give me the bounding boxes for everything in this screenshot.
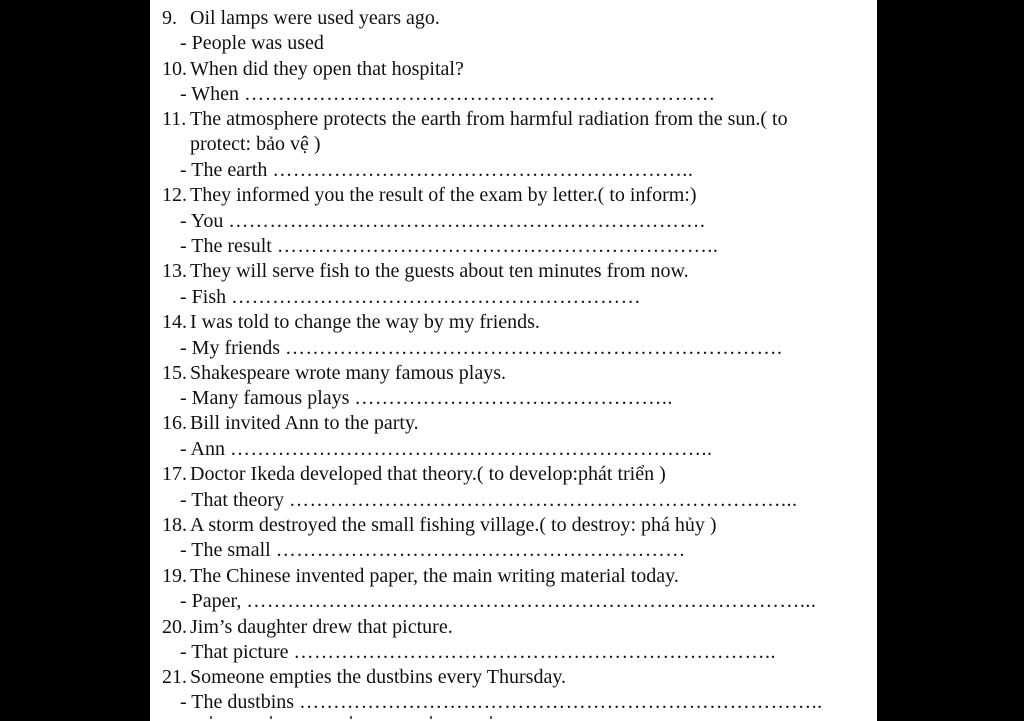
exercise-12-answer-1: - You …………………………………………………………….: [180, 210, 706, 232]
answer-blank[interactable]: ………………………………………..: [354, 387, 673, 409]
exercise-11-question: 11. The atmosphere protects the earth from harmful radiation from the sun.( to: [162, 108, 788, 130]
exercise-13-question: 13. They will serve fish to the guests about ten minutes from now.: [162, 260, 689, 282]
exercise-20-answer: - That picture ……………………………………………………………..: [180, 641, 776, 663]
answer-blank[interactable]: …………………………………………………………….: [228, 210, 706, 232]
exercise-12-question: 12. They informed you the result of the exam by letter.( to inform:): [162, 184, 697, 206]
exercise-21-question: 21. Someone empties the dustbins every Thursday.: [162, 666, 567, 688]
exercise-12-answer-2: - The result ………………………………………………………..: [180, 235, 719, 257]
exercise-20-question: 20. Jim’s daughter drew that picture.: [162, 616, 453, 638]
answer-blank[interactable]: ………………………………………………………………...: [289, 489, 798, 511]
answer-blank[interactable]: ……………………………………………………………: [244, 83, 716, 105]
exercise-17-question: 17. Doctor Ikeda developed that theory.( to develop:phát triển ): [162, 463, 666, 485]
answer-blank[interactable]: ……………………………………………………………….: [284, 337, 783, 359]
exercise-16-question: 16. Bill invited Ann to the party.: [162, 412, 419, 434]
answer-blank[interactable]: …………………………………………………………………..: [299, 691, 823, 713]
exercise-10-question: 10. When did they open that hospital?: [162, 58, 464, 80]
exercise-15-answer: - Many famous plays ………………………………………..: [180, 387, 673, 409]
exercise-17-answer: - That theory ………………………………………………………………...: [180, 489, 798, 511]
exercise-10-answer: - When ……………………………………………………………: [180, 83, 716, 105]
exercise-16-answer: - Ann ……………………………………………………………..: [180, 438, 713, 460]
exercise-21-answer: - The dustbins …………………………………………………………………..: [180, 691, 823, 713]
exercise-11-answer: - The earth ……………………………………………………..: [180, 159, 694, 181]
clipped-next-line: [150, 716, 877, 721]
exercise-19-answer: - Paper, ………………………………………………………………………...: [180, 590, 817, 612]
exercise-18-answer: - The small ……………………………………………………: [180, 539, 686, 561]
clipped-previous-line: [150, 0, 877, 2]
answer-blank[interactable]: ……………………………………………………: [231, 286, 642, 308]
answer-blank[interactable]: ……………………………………………………………..: [230, 438, 713, 460]
exercise-number: 9.: [162, 7, 177, 29]
exercise-9-question: [162, 6, 440, 31]
exercise-19-question: 19. The Chinese invented paper, the main writing material today.: [162, 565, 679, 587]
worksheet-page: [150, 0, 877, 721]
exercise-15-question: 15. Shakespeare wrote many famous plays.: [162, 362, 507, 384]
exercise-13-answer: - Fish ……………………………………………………: [180, 286, 642, 308]
answer-blank[interactable]: ………………………………………………………………………...: [246, 590, 817, 612]
exercise-18-question: 18. A storm destroyed the small fishing village.( to destroy: phá hủy ): [162, 514, 717, 536]
exercise-11-question-cont: protect: bảo vệ ): [190, 133, 321, 155]
answer-blank[interactable]: ……………………………………………………: [275, 539, 686, 561]
exercise-9-answer: - People was used: [180, 32, 324, 54]
answer-blank[interactable]: ……………………………………………………………..: [293, 641, 776, 663]
exercise-14-question: 14. I was told to change the way by my friends.: [162, 311, 540, 333]
question-text: Oil lamps were used years ago.: [190, 7, 440, 29]
exercise-14-answer: - My friends ……………………………………………………………….: [180, 337, 783, 359]
answer-blank[interactable]: ……………………………………………………..: [272, 159, 694, 181]
answer-blank[interactable]: ………………………………………………………..: [276, 235, 719, 257]
